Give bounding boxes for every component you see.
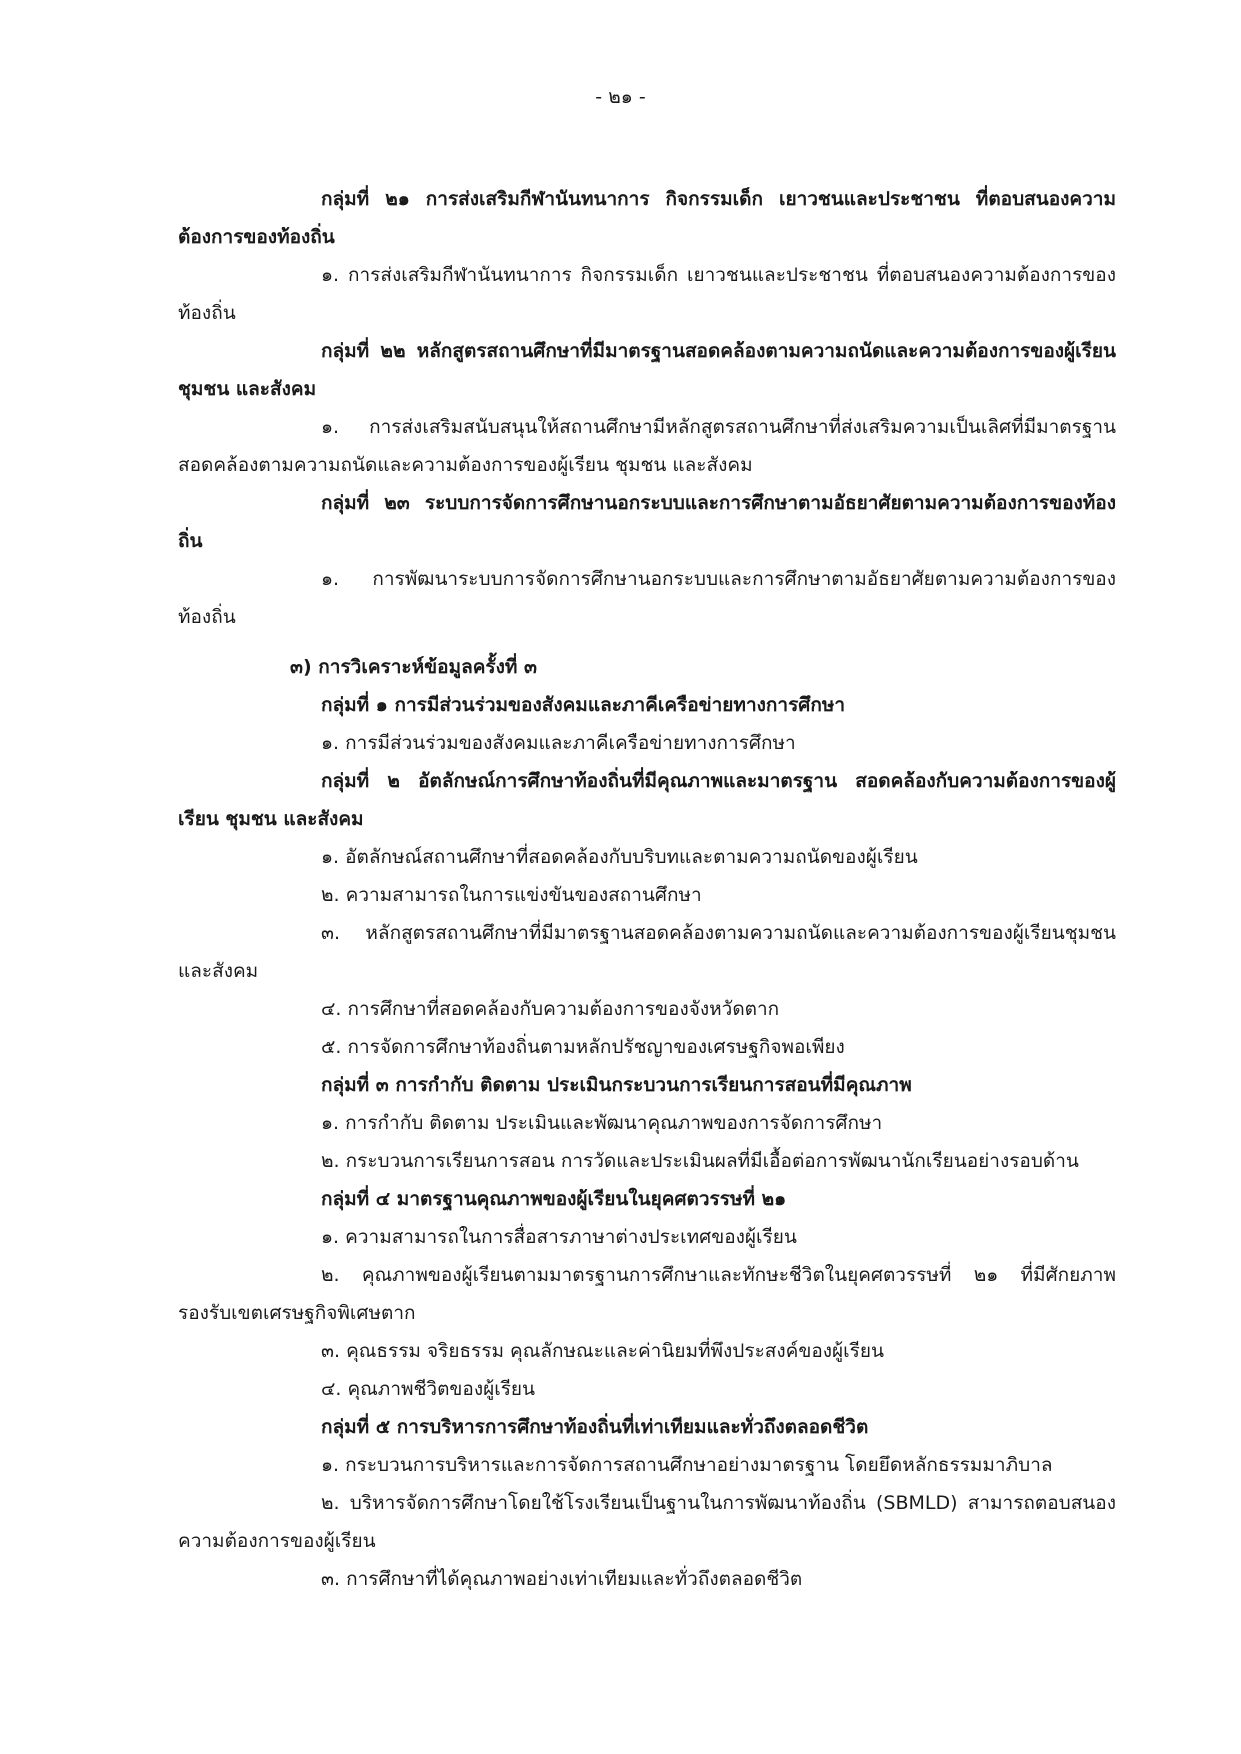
list-item: ๔. คุณภาพชีวิตของผู้เรียน <box>321 1378 536 1400</box>
list-item: ๑. การกำกับ ติดตาม ประเมินและพัฒนาคุณภาพของการจัดการศึกษา <box>321 1112 883 1134</box>
group-heading: กลุ่มที่ ๔ มาตรฐานคุณภาพของผู้เรียนในยุคศตวรรษที่ ๒๑ <box>321 1188 787 1210</box>
list-item: ๑. การพัฒนาระบบการจัดการศึกษานอกระบบและการศึกษาตามอัธยาศัยตามความต้องการของท้องถิ่น <box>178 568 1116 628</box>
list-item: ๒. กระบวนการเรียนการสอน การวัดและประเมินผลที่มีเอื้อต่อการพัฒนานักเรียนอย่างรอบด้าน <box>321 1150 1079 1172</box>
list-item: ๑. ความสามารถในการสื่อสารภาษาต่างประเทศของผู้เรียน <box>321 1226 797 1248</box>
group-heading: กลุ่มที่ ๕ การบริหารการศึกษาท้องถิ่นที่เท่าเทียมและทั่วถึงตลอดชีวิต <box>321 1416 869 1438</box>
section-heading: ๓) การวิเคราะห์ข้อมูลครั้งที่ ๓ <box>290 656 538 678</box>
list-item: ๔. การศึกษาที่สอดคล้องกับความต้องการของจังหวัดตาก <box>321 998 780 1020</box>
list-item: ๒. ความสามารถในการแข่งขันของสถานศึกษา <box>321 884 702 906</box>
page-number: - ๒๑ - <box>595 86 646 108</box>
list-item: ๒. คุณภาพของผู้เรียนตามมาตรฐานการศึกษาและทักษะชีวิตในยุคศตวรรษที่ ๒๑ ที่มีศักยภาพรองรับเขตเศรษฐกิจพิเศษตาก <box>178 1264 1116 1324</box>
group-heading: กลุ่มที่ ๓ การกำกับ ติดตาม ประเมินกระบวนการเรียนการสอนที่มีคุณภาพ <box>321 1074 912 1096</box>
list-item: ๑. กระบวนการบริหารและการจัดการสถานศึกษาอย่างมาตรฐาน โดยยึดหลักธรรมมาภิบาล <box>321 1454 1053 1476</box>
list-item: ๑. การส่งเสริมสนับสนุนให้สถานศึกษามีหลักสูตรสถานศึกษาที่ส่งเสริมความเป็นเลิศที่มีมาตรฐานสอดคล้องตามความถนัดและความต้องการของผู้เรียน ชุมชน และสังคม <box>178 416 1116 476</box>
list-item: ๓. หลักสูตรสถานศึกษาที่มีมาตรฐานสอดคล้องตามความถนัดและความต้องการของผู้เรียนชุมชน และสังคม <box>178 922 1116 982</box>
group-heading: กลุ่มที่ ๒๒ หลักสูตรสถานศึกษาที่มีมาตรฐานสอดคล้องตามความถนัดและความต้องการของผู้เรียน ชุมชน และสังคม <box>178 340 1116 400</box>
list-item: ๑. การมีส่วนร่วมของสังคมและภาคีเครือข่ายทางการศึกษา <box>321 732 796 754</box>
group-heading: กลุ่มที่ ๑ การมีส่วนร่วมของสังคมและภาคีเครือข่ายทางการศึกษา <box>321 694 846 716</box>
list-item: ๒. บริหารจัดการศึกษาโดยใช้โรงเรียนเป็นฐานในการพัฒนาท้องถิ่น (SBMLD) สามารถตอบสนองความต้องการของผู้เรียน <box>178 1492 1116 1552</box>
list-item: ๕. การจัดการศึกษาท้องถิ่นตามหลักปรัชญาของเศรษฐกิจพอเพียง <box>321 1036 845 1058</box>
group-heading: กลุ่มที่ ๒ อัตลักษณ์การศึกษาท้องถิ่นที่มีคุณภาพและมาตรฐาน สอดคล้องกับความต้องการของผู้เรียน ชุมชน และสังคม <box>178 770 1116 830</box>
group-heading: กลุ่มที่ ๒๓ ระบบการจัดการศึกษานอกระบบและการศึกษาตามอัธยาศัยตามความต้องการของท้องถิ่น <box>178 492 1116 552</box>
document-body <box>178 180 1116 1598</box>
list-item: ๑. อัตลักษณ์สถานศึกษาที่สอดคล้องกับบริบทและตามความถนัดของผู้เรียน <box>321 846 918 868</box>
group-heading: กลุ่มที่ ๒๑ การส่งเสริมกีฬานันทนาการ กิจกรรมเด็ก เยาวชนและประชาชน ที่ตอบสนองความต้องการของท้องถิ่น <box>178 188 1116 248</box>
list-item: ๑. การส่งเสริมกีฬานันทนาการ กิจกรรมเด็ก เยาวชนและประชาชน ที่ตอบสนองความต้องการของท้องถิ่น <box>178 264 1116 324</box>
list-item: ๓. คุณธรรม จริยธรรม คุณลักษณะและค่านิยมที่พึงประสงค์ของผู้เรียน <box>321 1340 884 1362</box>
list-item: ๓. การศึกษาที่ได้คุณภาพอย่างเท่าเทียมและทั่วถึงตลอดชีวิต <box>321 1568 803 1590</box>
